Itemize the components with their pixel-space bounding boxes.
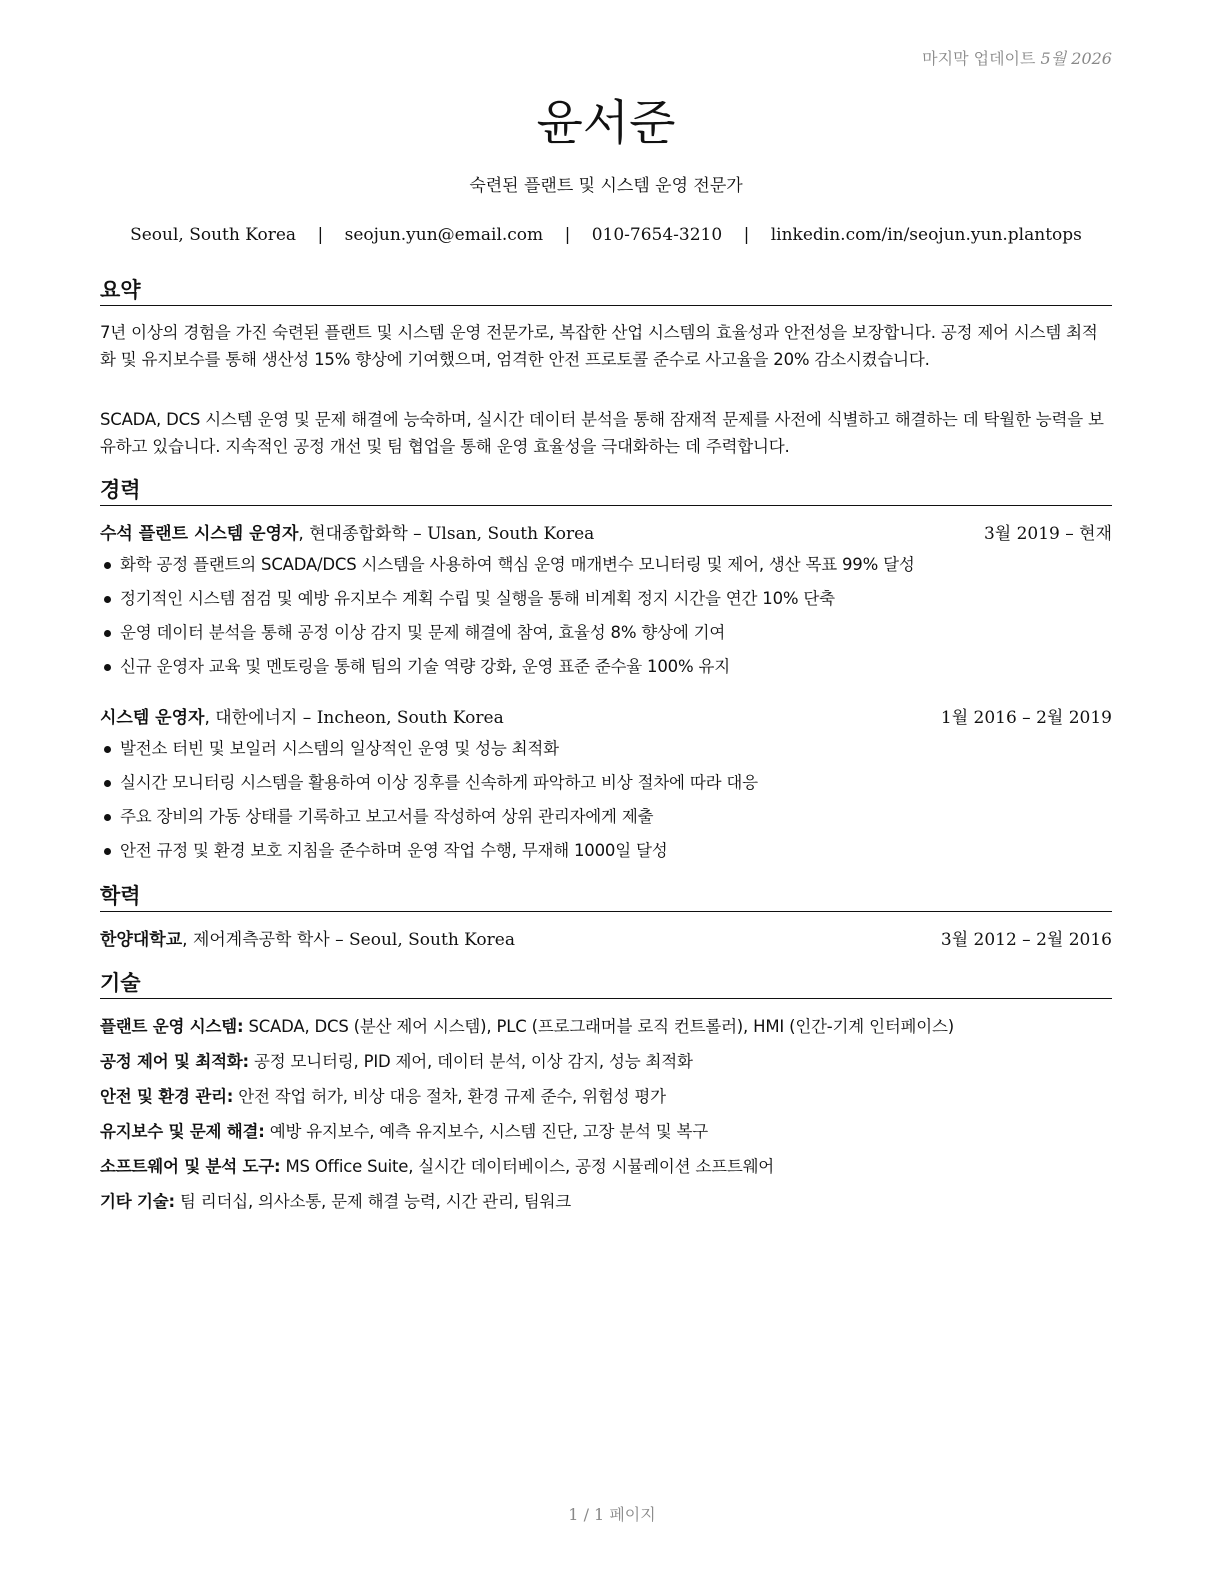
education-dates: 3월 2012 – 2월 2016 [940,930,1112,950]
skill-row [100,1079,1112,1114]
education-degree: 제어계측공학 학사 [192,930,330,950]
skill-label: 기타 기술: [100,1192,175,1211]
skill-value: MS Office Suite, 실시간 데이터베이스, 공정 시뮬레이션 소프트웨어 [285,1157,775,1176]
skill-value: 공정 모니터링, PID 제어, 데이터 분석, 이상 감지, 성능 최적화 [254,1052,693,1071]
list-item: 실시간 모니터링 시스템을 활용하여 이상 징후를 신속하게 파악하고 비상 절차에 따라 대응 [100,766,1112,800]
section-title-education: 학력 [100,883,1112,912]
contact-location: Seoul, South Korea [130,225,297,245]
page-number: 1 / 1 페이지 [568,1505,656,1524]
last-updated-date: 5월 2026 [1040,49,1112,68]
list-item: 안전 규정 및 환경 보호 지침을 준수하며 운영 작업 수행, 무재해 1000일 달성 [100,834,1112,868]
skill-label: 안전 및 환경 관리: [100,1087,234,1106]
contact-separator: | [317,225,324,245]
job-title: 시스템 운영자 [100,708,205,728]
skill-value: 안전 작업 허가, 비상 대응 절차, 환경 규제 준수, 위험성 평가 [238,1087,666,1106]
skill-value: 예방 유지보수, 예측 유지보수, 시스템 진단, 고장 분석 및 복구 [269,1122,709,1141]
job-title: 수석 플랜트 시스템 운영자 [100,524,299,544]
job-dates: 3월 2019 – 현재 [983,524,1112,544]
education-entry: 한양대학교, 제어계측공학 학사 – Seoul, South Korea 3월 2012 – 2월 2016 [100,930,1112,950]
job-bullets [100,548,1112,684]
skills-list [100,1009,1112,1219]
list-item: 신규 운영자 교육 및 멘토링을 통해 팀의 기술 역량 강화, 운영 표준 준수율 100% 유지 [100,650,1112,684]
skill-label: 유지보수 및 문제 해결: [100,1122,265,1141]
skill-label: 소프트웨어 및 분석 도구: [100,1157,281,1176]
contact-separator: | [743,225,750,245]
last-updated: 마지막 업데이트 5월 2026 [922,49,1112,68]
contact-phone[interactable]: 010-7654-3210 [591,225,723,245]
candidate-name: 윤서준 [536,95,676,151]
list-item: 정기적인 시스템 점검 및 예방 유지보수 계획 수립 및 실행을 통해 비계획 정지 시간을 연간 10% 단축 [100,582,1112,616]
education-school: 한양대학교 [100,930,183,950]
skill-value: SCADA, DCS (분산 제어 시스템), PLC (프로그래머블 로직 컨트롤러), HMI (인간-기계 인터페이스) [248,1017,955,1036]
job-company: 대한에너지 [215,708,298,728]
skill-row [100,1184,1112,1219]
skill-row [100,1114,1112,1149]
education-location: Seoul, South Korea [349,930,515,950]
contact-line [100,225,1112,245]
section-title-skills: 기술 [100,970,1112,999]
job-header: 시스템 운영자, 대한에너지 – Incheon, South Korea 1월 2016 – 2월 2019 [100,708,1112,728]
skill-row [100,1044,1112,1079]
list-item: 주요 장비의 가동 상태를 기록하고 보고서를 작성하여 상위 관리자에게 제출 [100,800,1112,834]
job-bullets [100,732,1112,868]
job-dates: 1월 2016 – 2월 2019 [940,708,1112,728]
skill-value: 팀 리더십, 의사소통, 문제 해결 능력, 시간 관리, 팀워크 [179,1192,572,1211]
job-header: 수석 플랜트 시스템 운영자, 현대종합화학 – Ulsan, South Korea 3월 2019 – 현재 [100,524,1112,544]
job-location: Ulsan, South Korea [427,524,595,544]
summary-paragraph: SCADA, DCS 시스템 운영 및 문제 해결에 능숙하며, 실시간 데이터 분석을 통해 잠재적 문제를 사전에 식별하고 해결하는 데 탁월한 능력을 보유하고 있습니다. 지속적인 공정 개선 및 팀 협업을 통해 운영 효율성을 극대화하는 데 주력합니다. [100,410,1104,456]
contact-linkedin[interactable]: linkedin.com/in/seojun.yun.plantops [770,225,1082,245]
list-item: 발전소 터빈 및 보일러 시스템의 일상적인 운영 및 성능 최적화 [100,732,1112,766]
skill-row [100,1009,1112,1044]
skill-label: 플랜트 운영 시스템: [100,1017,244,1036]
skill-label: 공정 제어 및 최적화: [100,1052,249,1071]
contact-separator: | [564,225,571,245]
skill-row [100,1149,1112,1184]
job-company: 현대종합화학 [309,524,408,544]
contact-email[interactable]: seojun.yun@email.com [344,225,544,245]
list-item: 운영 데이터 분석을 통해 공정 이상 감지 및 문제 해결에 참여, 효율성 8% 향상에 기여 [100,616,1112,650]
job-location: Incheon, South Korea [316,708,504,728]
list-item: 화학 공정 플랜트의 SCADA/DCS 시스템을 사용하여 핵심 운영 매개변수 모니터링 및 제어, 생산 목표 99% 달성 [100,548,1112,582]
candidate-tagline: 숙련된 플랜트 및 시스템 운영 전문가 [469,176,743,196]
summary-paragraph: 7년 이상의 경험을 가진 숙련된 플랜트 및 시스템 운영 전문가로, 복잡한 산업 시스템의 효율성과 안전성을 보장합니다. 공정 제어 시스템 최적화 및 유지보수를 통해 생산성 15% 향상에 기여했으며, 엄격한 안전 프로토콜 준수로 사고율을 20% 감소시켰습니다. [100,323,1098,369]
section-title-experience: 경력 [100,477,1112,506]
section-title-summary: 요약 [100,277,1112,306]
